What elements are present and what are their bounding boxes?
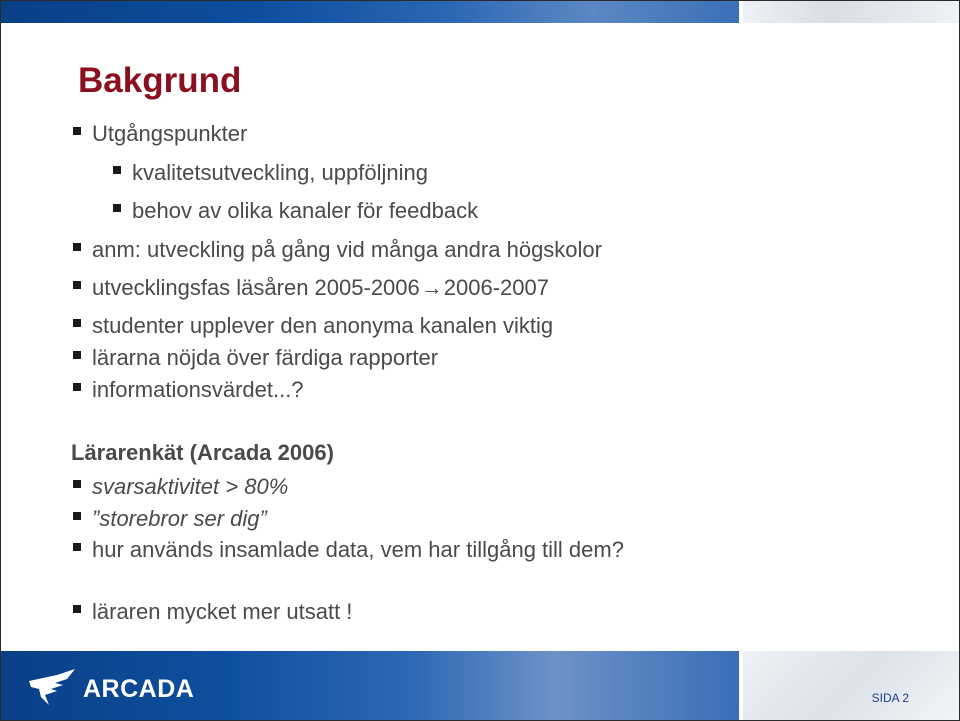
bullet-utgangspunkter [73,121,247,147]
square-bullet-icon [73,543,81,551]
footer-band-blue [1,651,739,720]
arcada-logo [27,665,195,709]
bullet-text: svarsaktivitet > 80% [92,474,289,499]
sub-bullet-kanaler [113,198,478,224]
bullet-lararna [73,345,438,371]
square-bullet-icon [73,281,81,289]
footer-band [1,651,959,720]
bullet-text: ”storebror ser dig” [92,506,267,531]
square-bullet-icon [113,166,121,174]
survey-bullet-svarsaktivitet [73,474,288,500]
sub-bullet-kvalitet [113,160,428,186]
logo-text: ARCADA [83,675,195,703]
survey-bullet-data [73,537,624,563]
square-bullet-icon [113,204,121,212]
bullet-anm [73,237,602,263]
survey-bullet-storebror [73,506,267,532]
square-bullet-icon [73,512,81,520]
arcada-bird-icon [27,667,79,707]
bullet-text: utvecklingsfas läsåren 2005-2006 [92,275,420,300]
bullet-text: lärarna nöjda över färdiga rapporter [92,345,439,370]
bullet-closing [73,599,352,625]
bullet-text: hur används insamlade data, vem har tillgång till dem? [92,537,624,562]
bullet-text: behov av olika kanaler för feedback [132,198,479,223]
bullet-text-after-arrow: 2006-2007 [443,275,549,300]
bullet-text: läraren mycket mer utsatt ! [92,599,353,624]
bullet-text: Utgångspunkter [92,121,248,146]
bullet-text: anm: utveckling på gång vid många andra högskolor [92,237,602,262]
bullet-text: kvalitetsutveckling, uppföljning [132,160,428,185]
bullet-utvecklingsfas [73,275,549,301]
footer-band-light [743,651,959,720]
slide-title: Bakgrund [78,61,242,100]
square-bullet-icon [73,319,81,327]
right-arrow-icon: → [420,275,443,300]
square-bullet-icon [73,605,81,613]
top-band-light [743,1,959,23]
bullet-text: studenter upplever den anonyma kanalen viktig [92,313,554,338]
bullet-informationsvardet [73,377,304,403]
survey-heading: Lärarenkät (Arcada 2006) [71,440,334,465]
page-number: SIDA 2 [871,691,909,705]
square-bullet-icon [73,243,81,251]
square-bullet-icon [73,351,81,359]
top-band-blue [1,1,739,23]
square-bullet-icon [73,127,81,135]
bullet-text: informationsvärdet...? [92,377,304,402]
square-bullet-icon [73,383,81,391]
square-bullet-icon [73,480,81,488]
bullet-studenter [73,313,553,339]
top-band [1,1,959,23]
